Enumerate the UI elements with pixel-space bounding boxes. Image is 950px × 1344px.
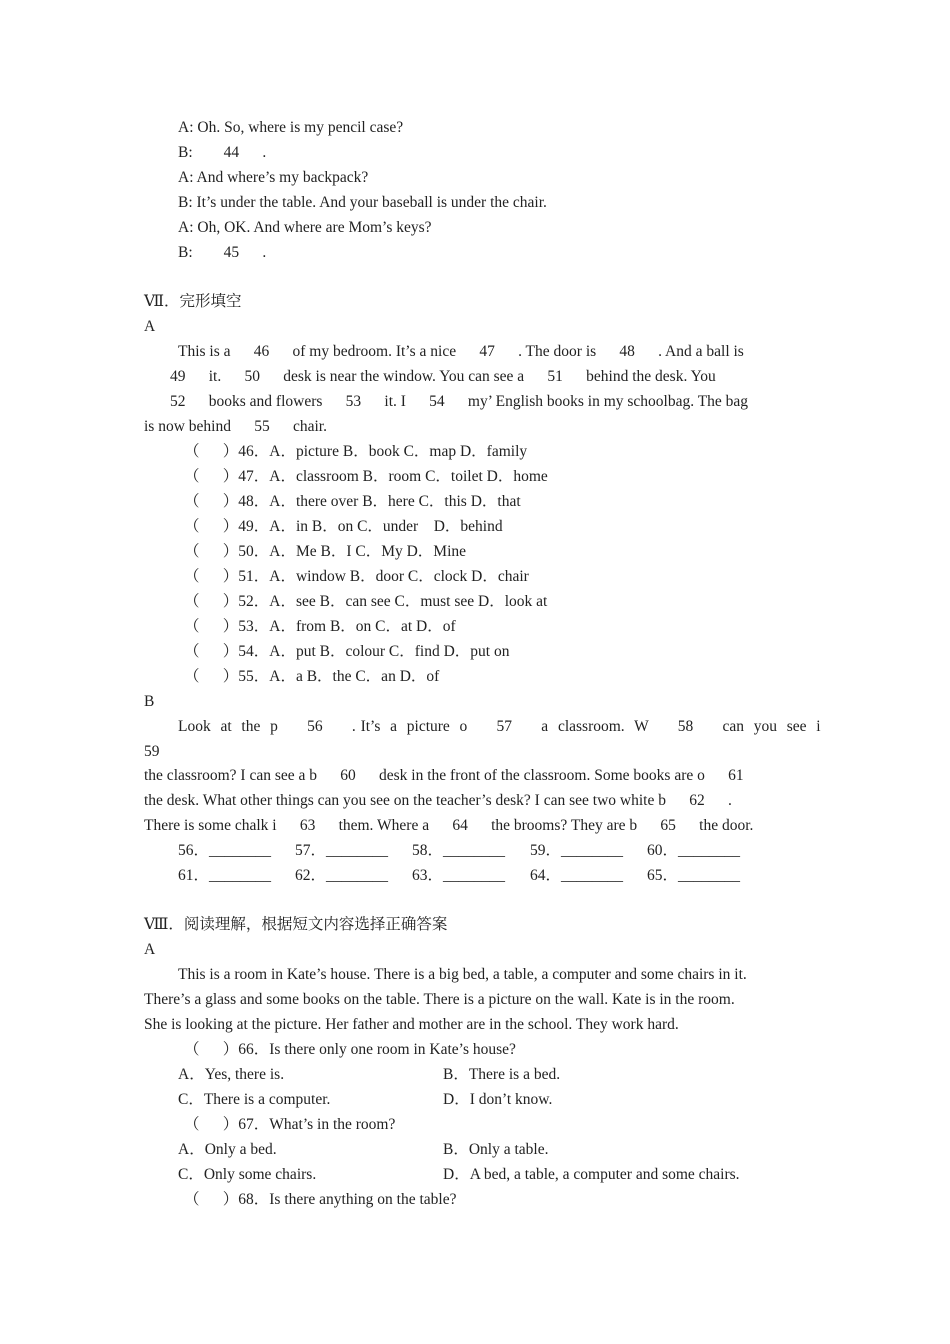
option-c[interactable]: C．There is a computer. — [178, 1091, 331, 1108]
option-a[interactable]: A．Yes, there is. — [178, 1066, 285, 1083]
blank-57[interactable]: 57．________ — [295, 842, 389, 859]
passage-line: 59 — [144, 743, 160, 760]
passage-line: There’s a glass and some books on the table. There is a picture on the wall. Kate is in the room. — [144, 991, 735, 1008]
dialogue-line: A: Oh, OK. And where are Mom’s keys? — [178, 219, 432, 236]
question-item: （ ）49．A．in B．on C．under D．behind — [184, 518, 503, 535]
question-item: （ ）55．A．a B．the C．an D．of — [184, 668, 440, 685]
dialogue-line: B: 45 . — [178, 244, 267, 261]
passage-line: the desk. What other things can you see on the teacher’s desk? I can see two white b 62 . — [144, 792, 732, 809]
part-label: B — [144, 693, 155, 710]
question-stem: （ ）67．What’s in the room? — [184, 1116, 396, 1133]
section-heading: Ⅶ．完形填空 — [144, 293, 242, 310]
question-stem: （ ）68．Is there anything on the table? — [184, 1191, 457, 1208]
blank-63[interactable]: 63．________ — [412, 867, 506, 884]
question-item: （ ）50．A．Me B．I C．My D．Mine — [184, 543, 467, 560]
option-d[interactable]: D．I don’t know. — [443, 1091, 553, 1108]
part-label: A — [144, 318, 156, 335]
question-item: （ ）51．A．window B．door C．clock D．chair — [184, 568, 529, 585]
blank-56[interactable]: 56．________ — [178, 842, 272, 859]
passage-line: the classroom? I can see a b 60 desk in the front of the classroom. Some books are o 61 — [144, 767, 744, 784]
option-b[interactable]: B．There is a bed. — [443, 1066, 561, 1083]
question-item: （ ）47．A．classroom B．room C．toilet D．home — [184, 468, 548, 485]
option-a[interactable]: A．Only a bed. — [178, 1141, 277, 1158]
section-heading: Ⅷ．阅读理解，根据短文内容选择正确答案 — [144, 916, 448, 933]
blank-58[interactable]: 58．________ — [412, 842, 506, 859]
part-label: A — [144, 941, 156, 958]
question-item: （ ）53．A．from B．on C．at D．of — [184, 618, 456, 635]
dialogue-line: A: And where’s my backpack? — [178, 169, 369, 186]
blank-59[interactable]: 59．________ — [530, 842, 624, 859]
passage-line: There is some chalk i 63 them. Where a 64 the brooms? They are b 65 the door. — [144, 817, 754, 834]
blank-64[interactable]: 64．________ — [530, 867, 624, 884]
passage-line: This is a room in Kate’s house. There is a big bed, a table, a computer and some chairs in it. — [178, 966, 747, 983]
blank-62[interactable]: 62．________ — [295, 867, 389, 884]
question-stem: （ ）66．Is there only one room in Kate’s house? — [184, 1041, 516, 1058]
passage-line: is now behind 55 chair. — [144, 418, 327, 435]
passage-line: This is a 46 of my bedroom. It’s a nice 47 . The door is 48 . And a ball is — [178, 343, 744, 360]
passage-line: Look at the p 56 . It’s a picture o 57 a classroom. W 58 can you see i — [178, 718, 821, 735]
blank-61[interactable]: 61．________ — [178, 867, 272, 884]
question-item: （ ）52．A．see B．can see C．must see D．look at — [184, 593, 548, 610]
dialogue-line: B: 44 . — [178, 144, 267, 161]
blank-65[interactable]: 65．________ — [647, 867, 741, 884]
dialogue-line: B: It’s under the table. And your baseball is under the chair. — [178, 194, 547, 211]
question-item: （ ）46．A．picture B．book C．map D．family — [184, 443, 528, 460]
dialogue-line: A: Oh. So, where is my pencil case? — [178, 119, 404, 136]
option-d[interactable]: D．A bed, a table, a computer and some chairs. — [443, 1166, 740, 1183]
question-item: （ ）54．A．put B．colour C．find D．put on — [184, 643, 510, 660]
option-c[interactable]: C．Only some chairs. — [178, 1166, 317, 1183]
passage-line: 52 books and flowers 53 it. I 54 my’ English books in my schoolbag. The bag — [170, 393, 749, 410]
question-item: （ ）48．A．there over B．here C．this D．that — [184, 493, 521, 510]
passage-line: She is looking at the picture. Her father and mother are in the school. They work hard. — [144, 1016, 679, 1033]
passage-line: 49 it. 50 desk is near the window. You can see a 51 behind the desk. You — [170, 368, 716, 385]
option-b[interactable]: B．Only a table. — [443, 1141, 549, 1158]
blank-60[interactable]: 60．________ — [647, 842, 741, 859]
